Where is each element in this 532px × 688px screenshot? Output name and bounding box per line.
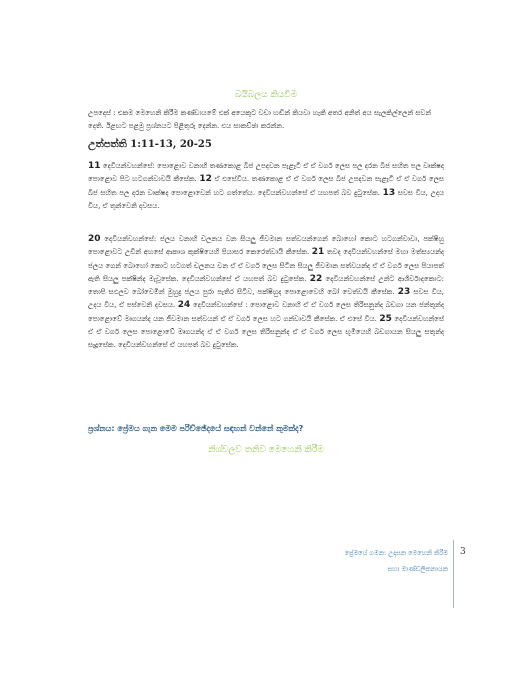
footer-subtitle: සහා මාණ්ඩලිකනායක <box>387 565 448 573</box>
instructions-text: උපදෙස් : එකම මෙහෙනි කිරීම කණ්ඩායමේ එක් අයෙකුට වඩා හඬින් කියවා හැකි අතර අනිත් අය සැලකිල්ලෙන් සවන් දෙති. ඊළඟට පළමු ප්‍රශ්නයට පිළිතුරු දෙන්න. එය සාකච්ඡා කරන්න. <box>88 109 432 130</box>
verse-text: තවද දෙවියන්වහන්සේ මහා මත්ස්‍යයන්ද ජලය ගෙන් බොහෝ කොට හටගත් චලනය වන ඒ ඒ වර්ග ලෙස සිටින සියලු ජීවමාන සත්වයන්ද ඒ ඒ වර්ග ලෙස පියාපත් ඇති සියලු පක්ෂීන්ද මැවූසේක. දෙවියන්වහන්සේ ඒ යහපත් බව දුටුසේක. <box>88 248 444 283</box>
verse-text: දෙවියන්වහන්සේ උන්ට ආශීර්වාදකොට: තොපි සඵලව බෝවෙමින් මුහුදු ජලය පුරා පැතිර සිටිව, පක්ෂීහුද පොළොවෙහි බෝ වෙත්වයි කීසේක. <box>88 274 444 297</box>
scripture-reference: උත්පත්ති 1:11-13, 20-25 <box>88 139 212 150</box>
verse-number: 12 <box>199 174 212 185</box>
verse-number: 23 <box>397 287 411 298</box>
verse-text: දෙවියන්වහන්සේ : පොළොව වනාහි ඒ ඒ වර්ග ලෙස තිරිසනුන්ද බඩගා යන ජන්තූන්ද පොළොවේ මෘගයන්ද යන ජීවමාන සත්වයන් ඒ ඒ වර්ග ලෙස හට ගන්වාවයි කීසේක. ඒ එසේ විය. <box>88 301 444 323</box>
verse-number: 25 <box>379 313 392 324</box>
verse-text: සවස විය, උදය විය, ඒ තුන්වෙනි දවසය. <box>88 188 444 210</box>
section-heading-reading: බයිබලය කියවීම <box>234 90 298 100</box>
scripture-paragraph-2 <box>88 233 444 353</box>
verse-number: 13 <box>382 187 396 198</box>
verse-number: 21 <box>311 247 325 258</box>
reflection-question: ප්‍රශ්නය: ප්‍රේමය ගැන මෙම පරිච්ඡේදයේ සඳහන් වන්නේ කුමක්ද? <box>88 424 304 433</box>
verse-text: දෙවියන්වහන්සේ: පොළොව වනාහි තණකොළ බීජ උපදවන පැළෑටි ඒ ඒ වර්ග ලෙස පල දරන බීජ සහිත පල වෘක්ෂද පොළොව පිට හටගන්වාවයි කීසේක. <box>88 162 444 184</box>
footer-title: ප්‍රේමයේ ගමන: උදාසන මෙහෙනි කිරීම <box>344 549 448 557</box>
scripture-paragraph-1 <box>88 160 444 213</box>
verse-number: 11 <box>88 161 101 171</box>
verse-number: 20 <box>88 234 101 244</box>
verse-number: 22 <box>309 273 323 284</box>
verse-text: දෙවියන්වහන්සේ ඒ ඒ වර්ග ලෙස පොළොවේ මෘගයන්ද ඒ ඒ වර්ග ලෙස තිරිසනුන්ද ඒ ඒ වර්ග ලෙස භූමියෙහි බඩගායන සියලු සතුන්ද සෑදූසේක. දෙවියන්වහන්සේ ඒ යහපත් බව දුටුසේක. <box>88 314 444 350</box>
verse-text: දෙවියන්වහන්සේ: ජලය වනාහි චලනය වන සියලු ජීවමාන සත්වයන්ගෙන් බොහෝ කොට හටගන්වාවා, පක්ෂීහු පොළොවට උඩින් අහසේ ආකාශ කුක්ෂියෙහි පියාසර කෙරෙත්වායි කීසේක. <box>88 235 444 257</box>
section-heading-silence: නිශ්චලව තනිව මෙහෙනි කිරීම <box>208 445 324 455</box>
page-number: 3 <box>460 547 466 557</box>
verse-number: 24 <box>177 300 191 311</box>
footer-divider <box>453 540 454 608</box>
verse-text: ඒ එසේවිය. තණකොළ ඒ ඒ වර්ග ලෙස බීජ උපදවන පැළෑටි ඒ ඒ වර්ග ලෙස බීජ සහිත පල දරන වෘක්ෂද පොළොවෙන් හට ගත්තේය. දෙවියන්වහන්සේ ඒ යහපත් බව දුටුසේක. <box>88 175 444 197</box>
verse-text: සවස විය, උදය විය, ඒ පස්වෙනි දවසය. <box>88 288 444 310</box>
